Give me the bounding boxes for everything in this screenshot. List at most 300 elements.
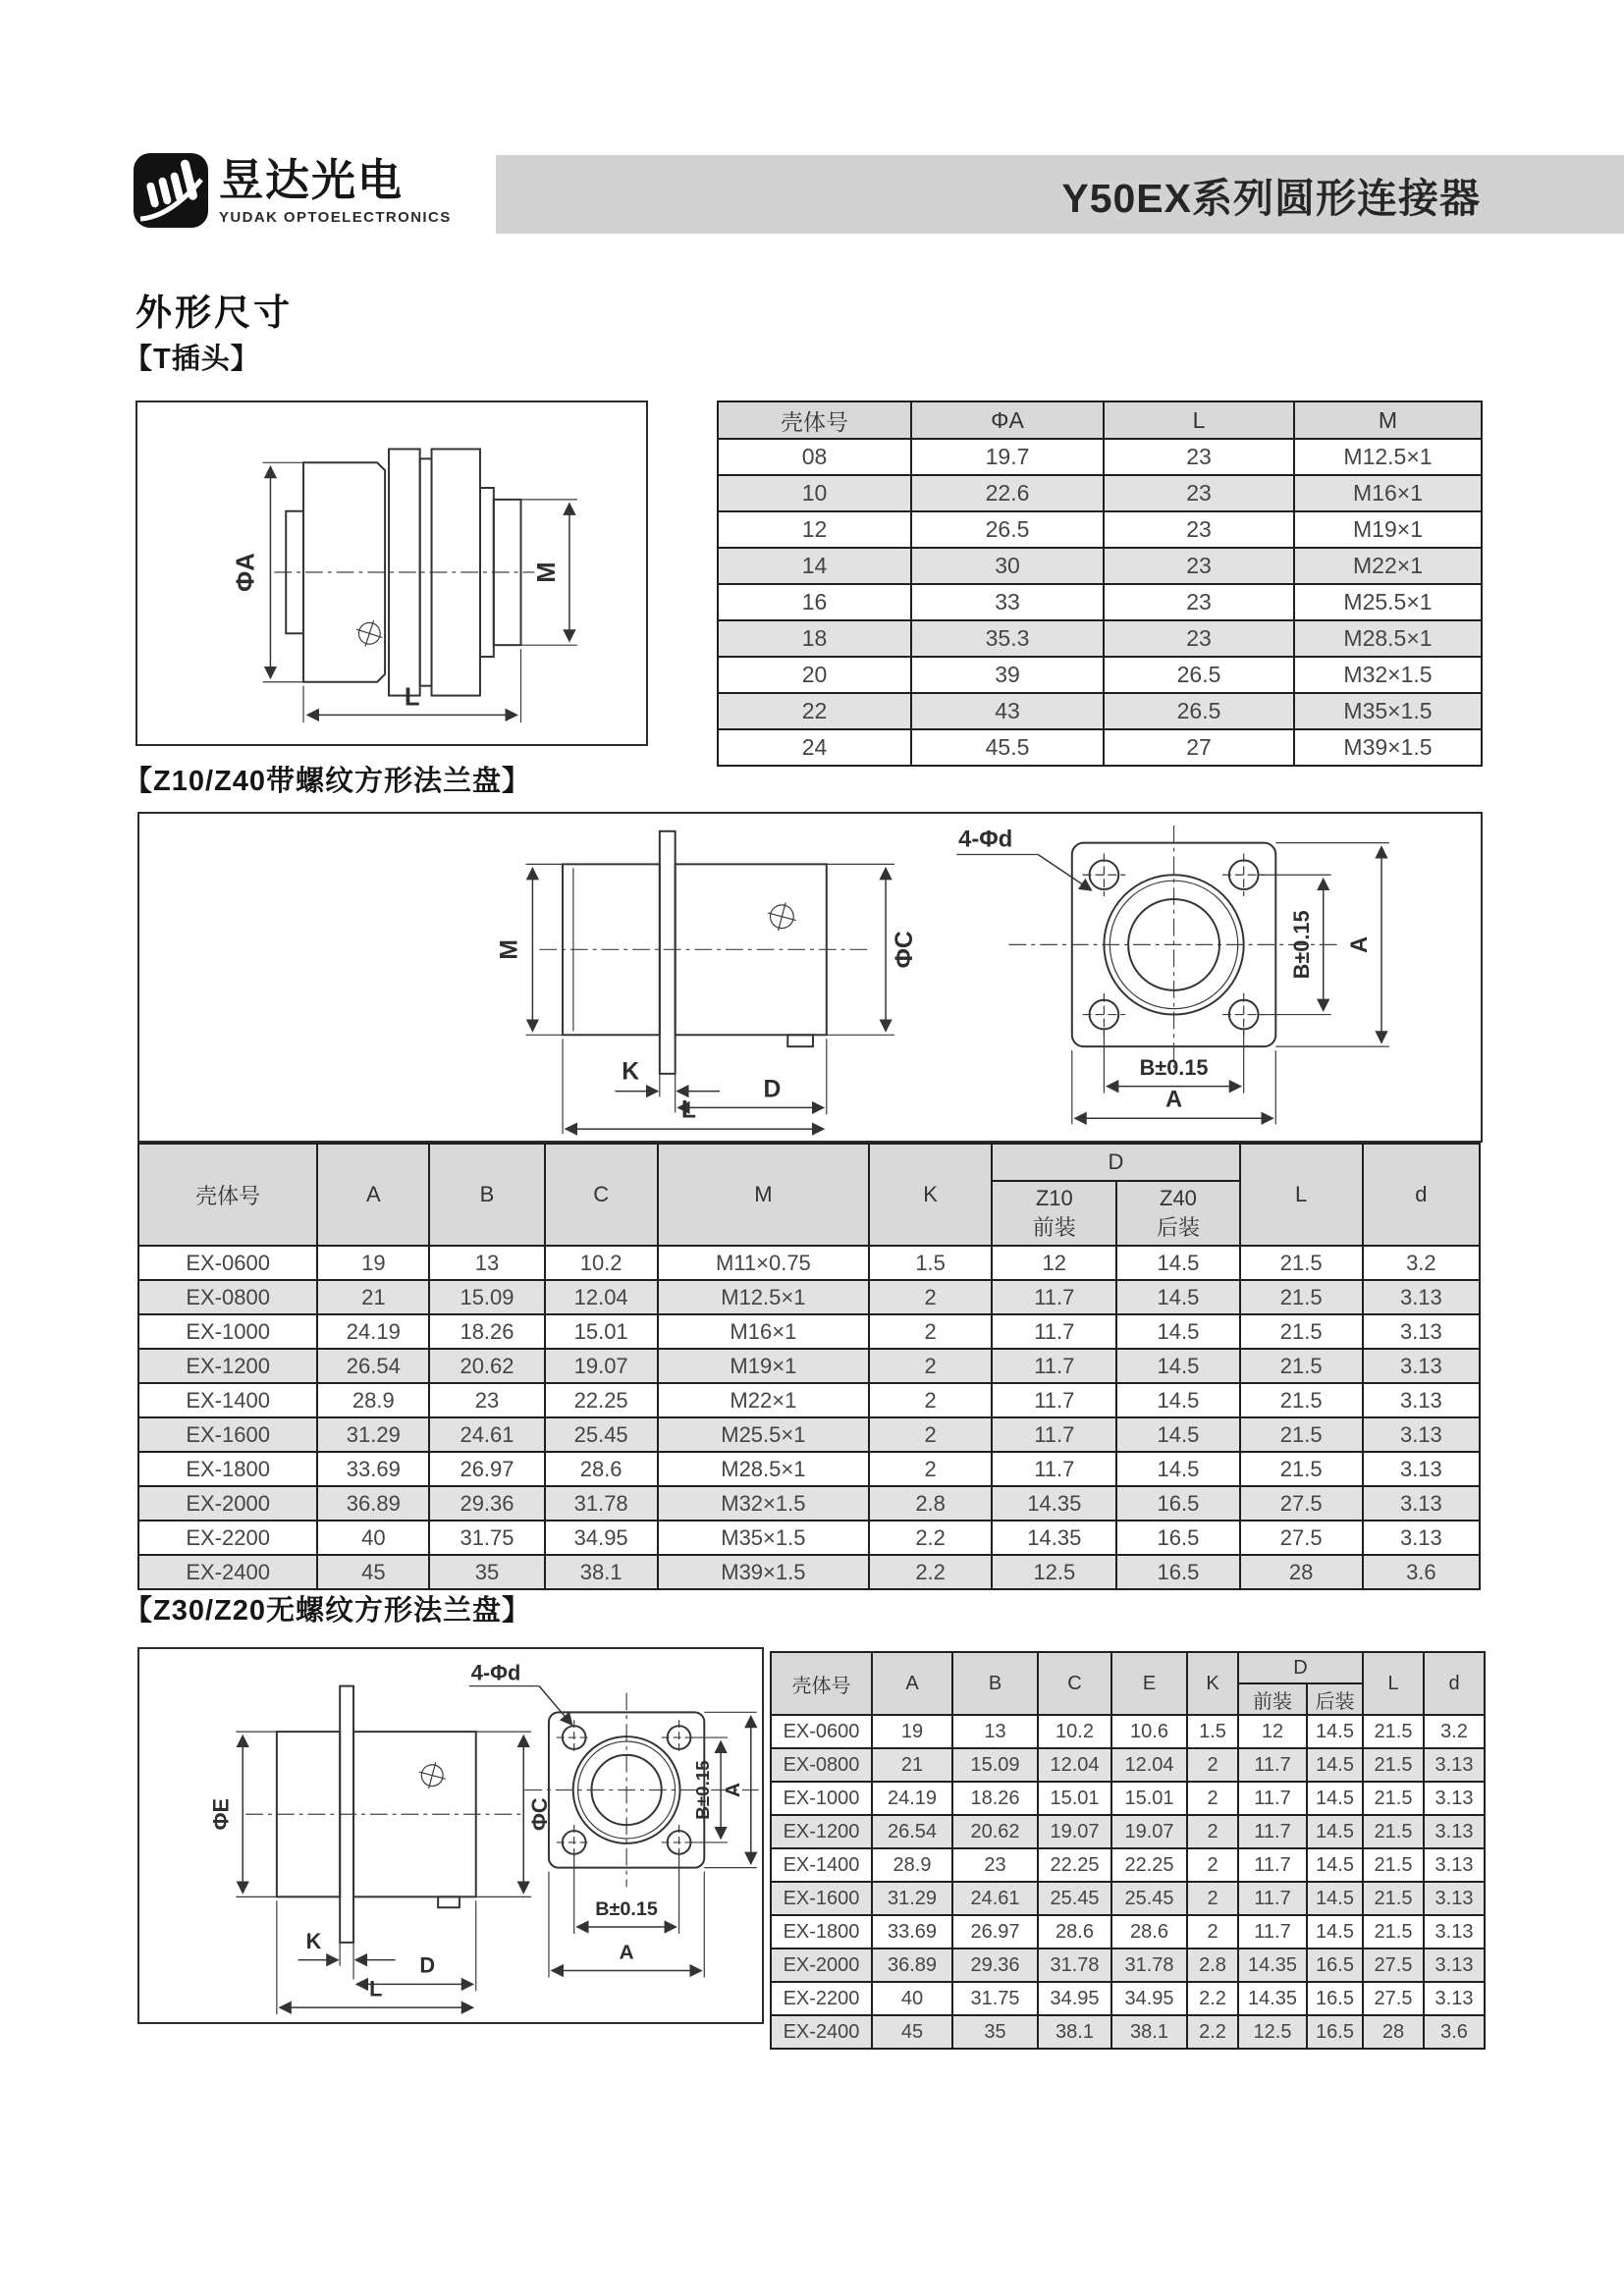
table-cell: 3.13	[1424, 1782, 1485, 1815]
table-cell: 16.5	[1116, 1521, 1239, 1555]
table-cell: 35	[429, 1555, 544, 1589]
col-header-b: B	[429, 1144, 544, 1246]
table-cell: 31.75	[429, 1521, 544, 1555]
table-cell: 22.25	[545, 1383, 658, 1417]
table-cell: M25.5×1	[658, 1417, 869, 1452]
dim-label-m: M	[496, 939, 523, 960]
dim-label-m: M	[533, 561, 562, 583]
table-cell: 3.13	[1424, 1915, 1485, 1949]
table-cell: 12	[992, 1246, 1116, 1280]
table-cell: EX-2400	[771, 2015, 872, 2049]
table-cell: 19	[317, 1246, 429, 1280]
table-row	[771, 1782, 1485, 1815]
table-cell: 31.78	[1111, 1949, 1187, 1982]
table-cell: 15.01	[545, 1314, 658, 1349]
table-cell: 2.8	[1187, 1949, 1238, 1982]
col-header-shell: 壳体号	[138, 1144, 317, 1246]
z10-label: Z10	[1035, 1186, 1073, 1211]
table-cell: 20.62	[429, 1349, 544, 1383]
table-cell: 14.5	[1307, 1715, 1363, 1748]
table-cell: 29.36	[429, 1486, 544, 1521]
table-cell: EX-1600	[138, 1417, 317, 1452]
table-cell: 27.5	[1363, 1949, 1424, 1982]
table-row	[771, 1882, 1485, 1915]
table-cell: 13	[952, 1715, 1038, 1748]
table-cell: 14.5	[1116, 1246, 1239, 1280]
title-band	[496, 155, 1624, 234]
dim-label-a-vertical: A	[721, 1782, 744, 1797]
table-cell: 26.97	[952, 1915, 1038, 1949]
table-cell: 28.9	[317, 1383, 429, 1417]
screw-symbol	[415, 1759, 449, 1792]
col-header-l: L	[1104, 401, 1294, 439]
table-cell: 14.5	[1307, 1882, 1363, 1915]
section-heading: 外形尺寸	[135, 293, 293, 333]
table-cell: 14.5	[1116, 1417, 1239, 1452]
table-cell: 21.5	[1363, 1748, 1424, 1782]
table-cell: 26.5	[1104, 657, 1294, 693]
table-cell: 2.2	[1187, 2015, 1238, 2049]
table-row	[771, 1715, 1485, 1748]
table-cell: 14.5	[1116, 1280, 1239, 1314]
table-row	[718, 584, 1482, 620]
table-cell: 39	[911, 657, 1104, 693]
table-cell: 28	[1240, 1555, 1363, 1589]
table-cell: 14.5	[1307, 1748, 1363, 1782]
table-cell: 2	[1187, 1782, 1238, 1815]
table-cell: 3.13	[1424, 1815, 1485, 1848]
table-row	[718, 729, 1482, 766]
dim-label-b-tol-vertical: B±0.15	[1288, 910, 1314, 980]
table-cell: 16.5	[1116, 1486, 1239, 1521]
brand-logo	[133, 152, 452, 229]
table-row	[718, 657, 1482, 693]
table-cell: 12	[718, 511, 911, 548]
rear-mount-label: 后装	[1156, 1215, 1200, 1240]
table-cell: 38.1	[1111, 2015, 1187, 2049]
dim-label-phi-c: ΦC	[891, 931, 918, 969]
table-cell: 35	[952, 2015, 1038, 2049]
col-header-front-mount: 前装	[1238, 1683, 1307, 1715]
table-cell: 16.5	[1307, 2015, 1363, 2049]
table-cell: 2	[1187, 1748, 1238, 1782]
table-row	[138, 1280, 1480, 1314]
t-plug-drawing	[137, 402, 646, 744]
table-cell: 23	[429, 1383, 544, 1417]
table-cell: 2.2	[869, 1521, 992, 1555]
table-cell: 25.45	[1038, 1882, 1111, 1915]
table-cell: 21.5	[1240, 1314, 1363, 1349]
yudak-logo-icon	[133, 152, 209, 229]
z30-z20-table	[770, 1651, 1486, 2050]
table-header-row	[718, 401, 1482, 439]
col-header-shell: 壳体号	[771, 1652, 872, 1715]
col-header-d-group: D	[992, 1144, 1239, 1181]
table-cell: 38.1	[545, 1555, 658, 1589]
table-cell: 24.61	[429, 1417, 544, 1452]
table-cell: 15.01	[1111, 1782, 1187, 1815]
table-cell: 34.95	[545, 1521, 658, 1555]
table-cell: 3.13	[1363, 1417, 1480, 1452]
subsection-label-t-plug: 【T插头】	[124, 344, 260, 375]
table-cell: 11.7	[992, 1314, 1116, 1349]
table-cell: 3.13	[1363, 1486, 1480, 1521]
front-mount-label: 前装	[1032, 1215, 1076, 1240]
table-cell: EX-1400	[771, 1848, 872, 1882]
table-cell: 23	[1104, 584, 1294, 620]
z10-z40-table	[137, 1143, 1481, 1590]
col-header-phi-a: ΦA	[911, 401, 1104, 439]
table-cell: 11.7	[1238, 1882, 1307, 1915]
brand-name-en: YUDAK OPTOELECTRONICS	[219, 209, 452, 226]
table-row	[138, 1246, 1480, 1280]
table-cell: 28.6	[545, 1452, 658, 1486]
table-cell: M16×1	[1294, 475, 1482, 511]
table-cell: M28.5×1	[658, 1452, 869, 1486]
table-cell: 45	[872, 2015, 952, 2049]
dim-label-b-tol-vertical: B±0.15	[692, 1760, 714, 1820]
table-cell: 11.7	[992, 1452, 1116, 1486]
table-cell: 40	[872, 1982, 952, 2015]
table-cell: 12.5	[1238, 2015, 1307, 2049]
table-cell: M12.5×1	[1294, 439, 1482, 475]
table-cell: 10.2	[545, 1246, 658, 1280]
dim-label-phi-c: ΦC	[526, 1797, 552, 1832]
table-cell: 3.13	[1424, 1982, 1485, 2015]
table-cell: 14.5	[1116, 1349, 1239, 1383]
table-cell: EX-0800	[138, 1280, 317, 1314]
table-cell: 23	[1104, 475, 1294, 511]
front-view-dimensions	[956, 828, 1389, 1125]
col-header-e: E	[1111, 1652, 1187, 1715]
z30-z20-drawing	[139, 1649, 762, 2022]
table-row	[718, 548, 1482, 584]
table-row	[771, 1815, 1485, 1848]
dim-label-holes: 4-Φd	[958, 827, 1013, 853]
table-cell: 28.6	[1111, 1915, 1187, 1949]
table-cell: EX-2000	[138, 1486, 317, 1521]
table-cell: M16×1	[658, 1314, 869, 1349]
table-cell: 23	[1104, 620, 1294, 657]
table-cell: 3.13	[1363, 1349, 1480, 1383]
subsection-label-z30-z20: 【Z30/Z20无螺纹方形法兰盘】	[124, 1595, 531, 1627]
table-cell: 24.61	[952, 1882, 1038, 1915]
table-cell: M28.5×1	[1294, 620, 1482, 657]
table-cell: 40	[317, 1521, 429, 1555]
table-cell: 1.5	[869, 1246, 992, 1280]
flange-connector-side-view	[563, 831, 827, 1074]
table-cell: 11.7	[992, 1280, 1116, 1314]
table-cell: M32×1.5	[1294, 657, 1482, 693]
z30-z20-drawing-box	[137, 1647, 764, 2024]
table-cell: 14.5	[1116, 1452, 1239, 1486]
col-header-shell: 壳体号	[718, 401, 911, 439]
table-row	[138, 1349, 1480, 1383]
table-row	[718, 511, 1482, 548]
front-view-dimensions	[469, 1661, 757, 1978]
table-cell: 16.5	[1116, 1555, 1239, 1589]
col-header-d: d	[1424, 1652, 1485, 1715]
table-cell: 11.7	[992, 1383, 1116, 1417]
table-cell: 08	[718, 439, 911, 475]
table-cell: M12.5×1	[658, 1280, 869, 1314]
table-cell: EX-1600	[771, 1882, 872, 1915]
table-cell: 3.13	[1424, 1748, 1485, 1782]
t-plug-drawing-box	[135, 400, 648, 746]
table-cell: 38.1	[1038, 2015, 1111, 2049]
dim-label-l: L	[404, 683, 420, 712]
table-cell: 28.6	[1038, 1915, 1111, 1949]
table-cell: 2.2	[1187, 1982, 1238, 2015]
table-cell: 26.97	[429, 1452, 544, 1486]
table-cell: 21.5	[1363, 1915, 1424, 1949]
table-cell: 14.35	[1238, 1982, 1307, 2015]
col-header-c: C	[545, 1144, 658, 1246]
table-cell: EX-2400	[138, 1555, 317, 1589]
table-cell: 21.5	[1363, 1782, 1424, 1815]
table-cell: 3.13	[1363, 1314, 1480, 1349]
table-cell: EX-1800	[771, 1915, 872, 1949]
table-cell: 21	[872, 1748, 952, 1782]
table-cell: 16.5	[1307, 1982, 1363, 2015]
table-cell: 16	[718, 584, 911, 620]
table-cell: 34.95	[1038, 1982, 1111, 2015]
table-cell: 21.5	[1363, 1882, 1424, 1915]
table-cell: 3.2	[1424, 1715, 1485, 1748]
table-cell: 30	[911, 548, 1104, 584]
table-row	[771, 1915, 1485, 1949]
table-cell: 14.5	[1116, 1383, 1239, 1417]
table-cell: 31.29	[317, 1417, 429, 1452]
table-cell: 12.5	[992, 1555, 1116, 1589]
table-cell: 27	[1104, 729, 1294, 766]
dim-label-l: L	[369, 1976, 383, 2002]
col-header-b: B	[952, 1652, 1038, 1715]
table-cell: EX-2200	[138, 1521, 317, 1555]
table-cell: 2.8	[869, 1486, 992, 1521]
table-cell: 10.6	[1111, 1715, 1187, 1748]
table-cell: 14.5	[1307, 1848, 1363, 1882]
col-header-d: d	[1363, 1144, 1480, 1246]
table-cell: 27.5	[1240, 1486, 1363, 1521]
table-row	[771, 2015, 1485, 2049]
table-cell: 18	[718, 620, 911, 657]
table-cell: 2	[1187, 1882, 1238, 1915]
col-header-z10-front	[992, 1181, 1116, 1246]
screw-symbol	[764, 899, 799, 934]
table-cell: 11.7	[1238, 1782, 1307, 1815]
table-cell: 19.7	[911, 439, 1104, 475]
dim-label-b-tol-bottom: B±0.15	[1139, 1054, 1209, 1080]
col-header-l: L	[1240, 1144, 1363, 1246]
table-cell: 31.29	[872, 1882, 952, 1915]
table-cell: 29.36	[952, 1949, 1038, 1982]
table-cell: 27.5	[1363, 1982, 1424, 2015]
table-row	[138, 1486, 1480, 1521]
table-cell: 2	[1187, 1915, 1238, 1949]
table-cell: 22.25	[1038, 1848, 1111, 1882]
table-cell: 21.5	[1240, 1349, 1363, 1383]
screw-symbol	[352, 616, 387, 651]
table-cell: 21.5	[1363, 1815, 1424, 1848]
dim-label-holes: 4-Φd	[470, 1660, 521, 1685]
table-cell: 23	[1104, 548, 1294, 584]
table-cell: 21.5	[1240, 1452, 1363, 1486]
table-row	[138, 1383, 1480, 1417]
table-row	[138, 1555, 1480, 1589]
table-cell: 14.5	[1116, 1314, 1239, 1349]
table-header-row	[138, 1144, 1480, 1181]
table-cell: 24.19	[872, 1782, 952, 1815]
table-cell: 2	[1187, 1815, 1238, 1848]
col-header-rear-mount: 后装	[1307, 1683, 1363, 1715]
table-row	[771, 1848, 1485, 1882]
table-cell: 16.5	[1307, 1949, 1363, 1982]
side-view-dimensions	[497, 864, 918, 1134]
table-row	[718, 620, 1482, 657]
table-cell: 12.04	[1111, 1748, 1187, 1782]
table-cell: 31.78	[545, 1486, 658, 1521]
table-cell: 33.69	[872, 1915, 952, 1949]
table-cell: 21	[317, 1280, 429, 1314]
table-cell: 18.26	[952, 1782, 1038, 1815]
table-cell: 23	[1104, 439, 1294, 475]
table-row	[771, 1748, 1485, 1782]
table-cell: 21.5	[1240, 1383, 1363, 1417]
col-header-m: M	[658, 1144, 869, 1246]
table-cell: 25.45	[545, 1417, 658, 1452]
table-cell: 26.54	[872, 1815, 952, 1848]
side-view-dimensions	[208, 1732, 552, 2014]
table-cell: 28.9	[872, 1848, 952, 1882]
col-header-m: M	[1294, 401, 1482, 439]
table-row	[718, 693, 1482, 729]
table-cell: EX-1800	[138, 1452, 317, 1486]
table-cell: 18.26	[429, 1314, 544, 1349]
table-cell: 45	[317, 1555, 429, 1589]
table-cell: 26.54	[317, 1349, 429, 1383]
table-header-row	[771, 1652, 1485, 1683]
table-cell: 14.35	[1238, 1949, 1307, 1982]
table-cell: EX-1000	[771, 1782, 872, 1815]
table-cell: EX-1000	[138, 1314, 317, 1349]
table-cell: 36.89	[872, 1949, 952, 1982]
table-cell: 19.07	[545, 1349, 658, 1383]
dim-label-k: K	[305, 1928, 322, 1953]
table-cell: 3.13	[1363, 1452, 1480, 1486]
table-cell: EX-1200	[138, 1349, 317, 1383]
table-cell: EX-0800	[771, 1748, 872, 1782]
table-cell: 15.01	[1038, 1782, 1111, 1815]
table-cell: 21.5	[1240, 1246, 1363, 1280]
table-cell: 2	[869, 1349, 992, 1383]
table-cell: 43	[911, 693, 1104, 729]
table-cell: M35×1.5	[1294, 693, 1482, 729]
z40-label: Z40	[1160, 1186, 1197, 1211]
col-header-k: K	[869, 1144, 992, 1246]
dim-label-phi-e: ΦE	[208, 1798, 234, 1831]
table-cell: M19×1	[1294, 511, 1482, 548]
table-cell: 24.19	[317, 1314, 429, 1349]
t-plug-table	[717, 400, 1483, 767]
table-cell: 27.5	[1240, 1521, 1363, 1555]
z10-z40-drawing-box	[137, 812, 1483, 1143]
table-row	[771, 1982, 1485, 2015]
table-cell: 31.78	[1038, 1949, 1111, 1982]
table-cell: 13	[429, 1246, 544, 1280]
table-cell: 10.2	[1038, 1715, 1111, 1748]
table-cell: 15.09	[952, 1748, 1038, 1782]
table-cell: M32×1.5	[658, 1486, 869, 1521]
table-cell: 23	[952, 1848, 1038, 1882]
table-cell: 33.69	[317, 1452, 429, 1486]
table-cell: 26.5	[1104, 693, 1294, 729]
table-cell: 3.6	[1363, 1555, 1480, 1589]
table-cell: 28	[1363, 2015, 1424, 2049]
table-row	[771, 1949, 1485, 1982]
table-row	[718, 475, 1482, 511]
table-cell: 2	[869, 1314, 992, 1349]
table-cell: 31.75	[952, 1982, 1038, 2015]
table-cell: 3.6	[1424, 2015, 1485, 2049]
table-cell: 3.13	[1424, 1882, 1485, 1915]
col-header-a: A	[872, 1652, 952, 1715]
table-cell: 21.5	[1363, 1715, 1424, 1748]
table-cell: 14	[718, 548, 911, 584]
table-cell: 11.7	[1238, 1848, 1307, 1882]
table-cell: EX-0600	[138, 1246, 317, 1280]
table-cell: 2	[869, 1452, 992, 1486]
table-cell: 14.5	[1307, 1915, 1363, 1949]
z10-z40-drawing	[139, 814, 1481, 1141]
table-cell: 2.2	[869, 1555, 992, 1589]
table-cell: M25.5×1	[1294, 584, 1482, 620]
table-cell: 35.3	[911, 620, 1104, 657]
dim-label-a-vertical: A	[1347, 935, 1374, 953]
table-row	[138, 1314, 1480, 1349]
table-cell: 11.7	[1238, 1915, 1307, 1949]
dim-label-l: L	[680, 1096, 697, 1124]
table-cell: 3.13	[1363, 1521, 1480, 1555]
col-header-l: L	[1363, 1652, 1424, 1715]
table-cell: EX-2000	[771, 1949, 872, 1982]
table-cell: 2	[1187, 1848, 1238, 1882]
table-cell: 3.13	[1363, 1383, 1480, 1417]
table-cell: EX-1400	[138, 1383, 317, 1417]
table-row	[138, 1521, 1480, 1555]
table-cell: 14.5	[1307, 1782, 1363, 1815]
table-cell: 21.5	[1240, 1280, 1363, 1314]
table-cell: 11.7	[1238, 1748, 1307, 1782]
table-cell: 33	[911, 584, 1104, 620]
page-title: Y50EX系列圆形连接器	[1061, 175, 1481, 221]
table-row	[138, 1417, 1480, 1452]
table-cell: 14.5	[1307, 1815, 1363, 1848]
table-cell: M35×1.5	[658, 1521, 869, 1555]
table-cell: 2	[869, 1417, 992, 1452]
table-cell: 15.09	[429, 1280, 544, 1314]
table-cell: 1.5	[1187, 1715, 1238, 1748]
table-cell: 12	[1238, 1715, 1307, 1748]
table-cell: 45.5	[911, 729, 1104, 766]
table-cell: M19×1	[658, 1349, 869, 1383]
table-cell: 22.25	[1111, 1848, 1187, 1882]
table-cell: 34.95	[1111, 1982, 1187, 2015]
dim-label-d: D	[419, 1952, 436, 1978]
table-cell: 22	[718, 693, 911, 729]
table-cell: 14.35	[992, 1521, 1116, 1555]
table-row	[138, 1452, 1480, 1486]
